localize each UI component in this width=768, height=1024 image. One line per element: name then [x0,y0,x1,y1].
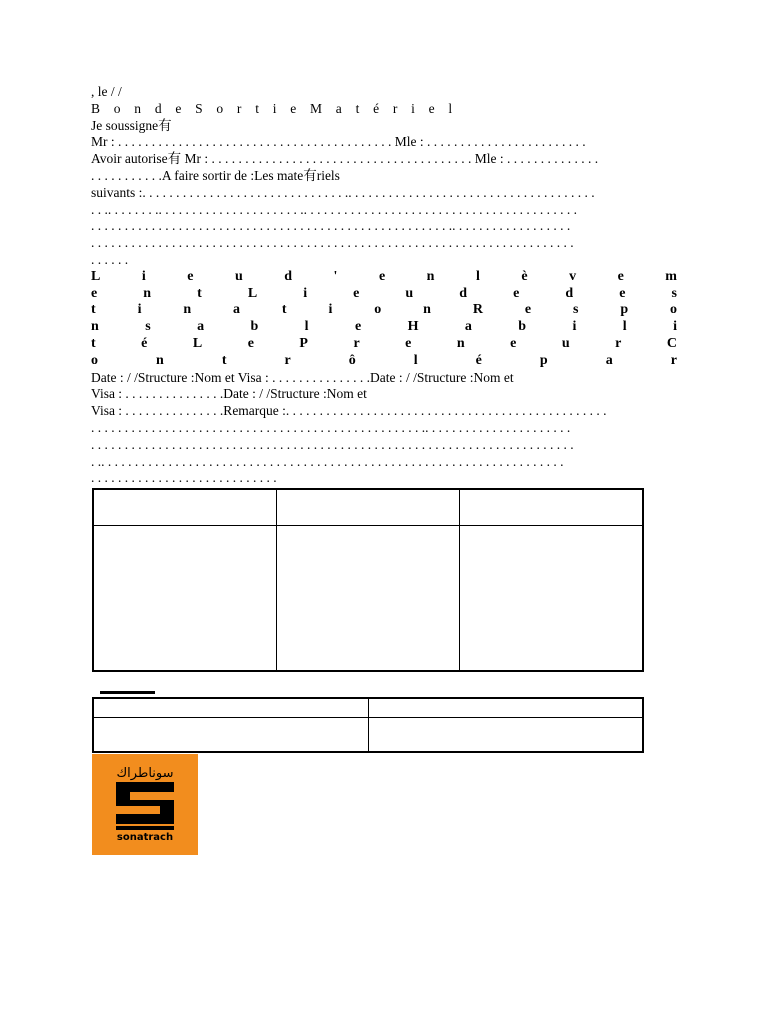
spread-letter: H [407,319,419,335]
spread-letter: a [197,319,205,335]
logo-arabic-text: سوناطراك [116,766,174,781]
spread-letter: e [524,302,532,318]
spread-letter: e [378,268,386,284]
spread-letter: d [459,285,468,301]
spread-letter: a [233,302,241,318]
spread-letter: s [145,319,151,335]
spread-letter: u [234,268,243,284]
second-table [92,697,644,753]
spread-letter: C [666,335,677,351]
spread-letter: s [572,302,579,318]
spread-letter: d [284,268,293,284]
dotted-line-4: . . . . . . [91,251,129,267]
spread-heading-row [91,353,677,370]
spread-letter: b [518,319,527,335]
spread-letter: é [141,335,148,351]
sonatrach-logo-icon [92,754,198,855]
dotted-line-7: . .. . . . . . . . . . . . . . . . . . . . . . . . . . . . . . . . . . . . . . . . . . . . . . . . . . . . . . . . . . . . . . . . . . . . . [91,453,564,469]
spread-letter: a [605,352,613,368]
spread-letter: r [615,335,622,351]
spread-letter: l [304,319,309,335]
signature-table [92,488,644,672]
spread-letter: p [539,352,548,368]
spread-heading-row [91,319,677,336]
spread-letter: a [464,319,472,335]
spread-letter: L [91,268,101,284]
spread-letter: o [670,302,677,318]
spread-letter: o [374,302,382,318]
spread-letter: n [456,335,465,351]
spread-letter: r [284,352,291,368]
spread-heading-row [91,336,677,353]
spread-letter: i [137,302,142,318]
spread-letter: e [187,268,194,284]
spread-letter: e [353,285,360,301]
spread-letter: t [221,352,227,368]
spread-letter: d [565,285,574,301]
spread-letter: n [183,302,192,318]
spread-letter: b [250,319,259,335]
spread-letter: l [622,319,627,335]
document-body [91,84,677,487]
spread-letter: ô [348,352,356,368]
spread-letter: e [617,268,624,284]
date-line: , le / / [91,84,122,99]
spread-letter: e [510,335,517,351]
logo-name-text: sonatrach [116,832,174,843]
spread-letter: t [91,302,96,318]
dotted-line-1: . . .. . . . . . . .. . . . . . . . . . . . . . . . . . . . . .. . . . . . . . . . . . . . . . . . . . . . . . . . . . . . . . . . . . . . . . . [91,201,577,217]
spread-letter: i [328,302,333,318]
spread-letter: e [405,335,412,351]
dotted-line-6: . . . . . . . . . . . . . . . . . . . . . . . . . . . . . . . . . . . . . . . . . . . . . . . . . . . . . . . . . . . . . . . . . . . . . . . . [91,436,574,452]
avoir-autorise-line: Avoir autorise有 Mr : . . . . . . . . . . . . . . . . . . . . . . . . . . . . . . . . . . . . . . . Mle : . . . . . . . . . . . . . . [91,151,599,167]
mr-line: Mr : . . . . . . . . . . . . . . . . . . . . . . . . . . . . . . . . . . . . . . . . . Mle : . . . . . . . . . . . . . . . . . . . . . . . . [91,134,586,150]
dotted-line-2: . . . . . . . . . . . . . . . . . . . . . . . . . . . . . . . . . . . . . . . . . . . . . . . . . . . . . .. . . . . . . . . . . . . . . . . . [91,218,571,234]
table-cell[interactable] [368,717,643,752]
faire-sortir-line: . . . . . . . . . . .A faire sortir de :Les mate有riels [91,167,340,183]
spread-letter: e [247,335,254,351]
spread-letter: n [426,268,435,284]
spread-letter: n [423,302,431,318]
spread-letter: l [413,352,418,368]
table-cell[interactable] [93,525,276,671]
table-cell[interactable] [93,717,368,752]
spread-letter: è [521,268,528,284]
sonatrach-logo [92,754,198,855]
date-structure-line-1: Date : / /Structure :Nom et Visa : . . . . . . . . . . . . . . .Date : / /Structure :Nom et [91,369,514,385]
spread-letter: i [572,319,577,335]
table-cell[interactable] [276,525,459,671]
spread-letter: i [673,319,677,335]
spread-letter: l [475,268,480,284]
spread-letter: n [156,352,164,368]
spread-letter: u [405,285,414,301]
spread-letter: e [91,285,98,301]
spread-heading-row [91,269,677,286]
document-title: B o n d e S o r t i e M a t é r i e l [91,100,458,116]
spread-heading-row [91,302,677,319]
table-header-mark [100,691,155,694]
spread-letter: t [281,302,287,318]
spread-letter: n [91,319,99,335]
table-cell[interactable] [93,698,368,717]
remarque-line: Visa : . . . . . . . . . . . . . . .Remarque :. . . . . . . . . . . . . . . . . . . . . . . . . . . . . . . . . . . . . . . . . . . . . . . . [91,403,607,419]
spread-letter: e [619,285,626,301]
suivants-line: suivants :. . . . . . . . . . . . . . . . . . . . . . . . . . . . . . .. . . . . . . . . . . . . . . . . . . . . . . . . . . . . . . . . . . . . [91,184,595,200]
spread-letter: e [513,285,520,301]
date-structure-line-2: Visa : . . . . . . . . . . . . . . .Date : / /Structure :Nom et [91,386,367,402]
spread-letter: R [472,302,483,318]
spread-letter: L [192,335,203,351]
table-cell[interactable] [460,525,643,671]
table-cell[interactable] [460,489,643,525]
spread-letter: u [561,335,570,351]
spread-letter: L [247,285,258,301]
dotted-line-5: . . . . . . . . . . . . . . . . . . . . . . . . . . . . . . . . . . . . . . . . . . . . . . . . . .. . . . . . . . . . . . . . . . . . . . . . [91,419,571,435]
table-cell[interactable] [368,698,643,717]
spread-letter: n [143,285,152,301]
dotted-line-3: . . . . . . . . . . . . . . . . . . . . . . . . . . . . . . . . . . . . . . . . . . . . . . . . . . . . . . . . . . . . . . . . . . . . . . . . [91,235,574,251]
spread-letter: t [91,335,96,351]
table-cell[interactable] [276,489,459,525]
spread-letter: v [569,268,577,284]
spread-letter: P [299,335,308,351]
spread-letter: r [353,335,360,351]
spread-letter: o [91,352,98,368]
table-cell[interactable] [93,489,276,525]
spread-letter: r [670,352,677,368]
spread-letter: s [671,285,677,301]
spread-letter: t [197,285,202,301]
spread-heading-row [91,286,677,303]
spread-letter: é [475,352,482,368]
soussigne-line: Je soussigne有 [91,117,172,133]
spread-letter: i [303,285,308,301]
spread-letter: e [354,319,362,335]
spread-letter: ' [333,268,338,284]
spread-letter: m [665,268,677,284]
dotted-line-8: . . . . . . . . . . . . . . . . . . . . . . . . . . . . [91,470,277,486]
spread-heading-block [91,269,677,370]
spread-letter: i [141,268,146,284]
spread-letter: p [620,302,629,318]
